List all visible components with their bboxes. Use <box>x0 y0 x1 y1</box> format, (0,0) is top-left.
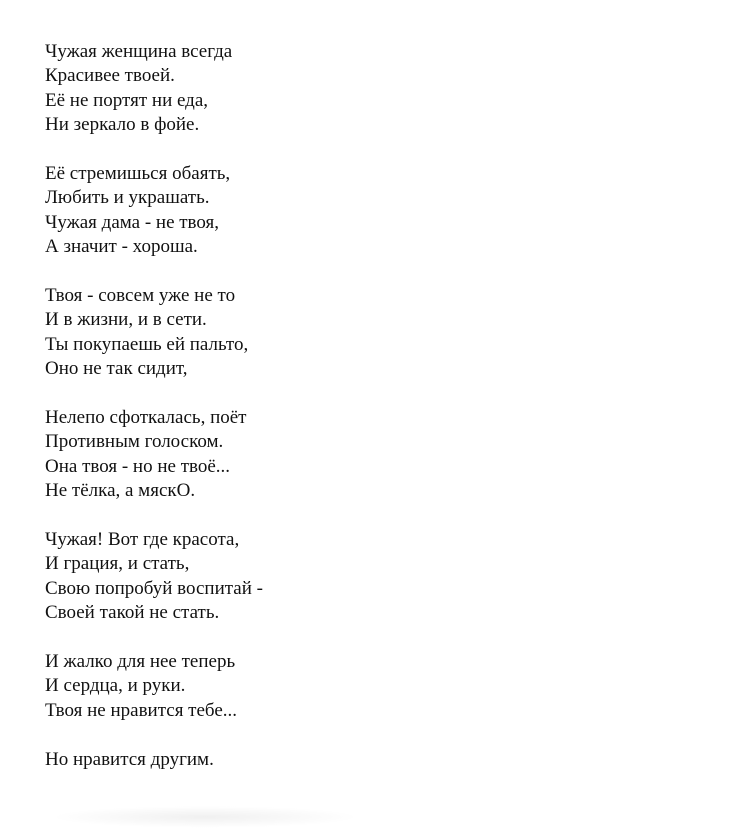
poem-line: Она твоя - но не твоё... <box>45 455 231 477</box>
poem-line: Ты покупаешь ей пальто, <box>45 333 249 355</box>
stanza-7 <box>45 748 645 772</box>
poem-line: Но нравится другим. <box>45 748 214 770</box>
poem-line: Противным голоском. <box>45 431 224 453</box>
poem-line: Чужая! Вот где красота, <box>45 529 240 551</box>
poem-line: И в жизни, и в сети. <box>45 309 207 331</box>
stanza-1 <box>45 40 645 138</box>
poem-line: Чужая женщина всегда <box>45 41 233 62</box>
poem-line: Красивее твоей. <box>45 65 175 87</box>
poem-line: Свою попробуй воспитай - <box>45 577 263 599</box>
poem-line: А значит - хороша. <box>45 236 198 258</box>
poem-line: Нелепо сфоткалась, поёт <box>45 407 247 429</box>
poem-line: Оно не так сидит, <box>45 358 188 380</box>
stanza-2 <box>45 162 645 260</box>
poem-line: Твоя не нравится тебе... <box>45 699 238 721</box>
page-edge-shadow <box>50 806 360 828</box>
poem-line: Её не портят ни еда, <box>45 89 209 111</box>
poem-line: Любить и украшать. <box>45 187 210 209</box>
poem-line: И грация, и стать, <box>45 553 190 575</box>
poem-line: И сердца, и руки. <box>45 675 186 697</box>
poem-line: Её стремишься обаять, <box>45 163 231 185</box>
stanza-4 <box>45 406 645 504</box>
stanza-6 <box>45 650 645 723</box>
poem-line: Своей такой не стать. <box>45 602 220 624</box>
poem-line: Чужая дама - не твоя, <box>45 211 220 233</box>
poem-line: Не тёлка, а мяскО. <box>45 480 196 502</box>
poem-line: И жалко для нее теперь <box>45 651 236 673</box>
poem-text <box>45 40 645 796</box>
poem-line: Твоя - совсем уже не то <box>45 285 236 307</box>
stanza-3 <box>45 284 645 382</box>
poem-line: Ни зеркало в фойе. <box>45 114 200 136</box>
stanza-5 <box>45 528 645 626</box>
